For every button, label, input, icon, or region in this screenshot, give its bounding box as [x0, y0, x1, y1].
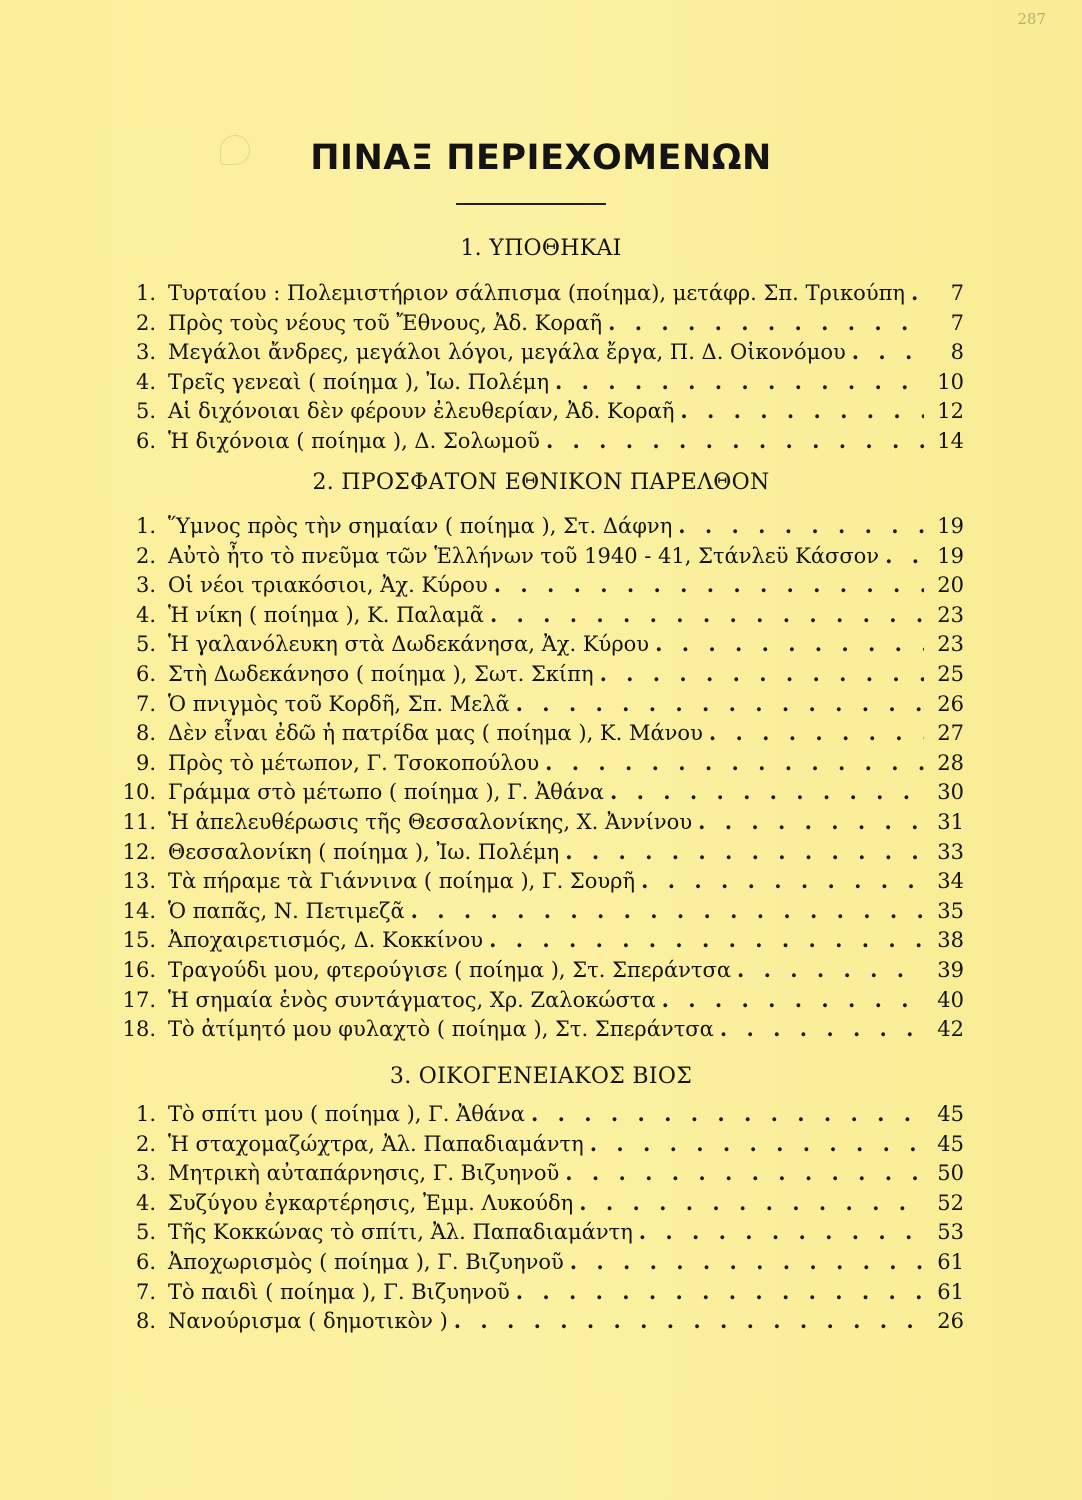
entry-page: 26 [937, 1309, 964, 1334]
dot-leader [565, 839, 924, 864]
entry-number: 10. [122, 780, 156, 805]
entry-number: 6. [135, 662, 156, 686]
title-underline [456, 203, 606, 205]
dot-leader [411, 898, 924, 923]
toc-entry [118, 957, 964, 987]
entry-number: 1. [135, 281, 156, 305]
toc-entry [118, 898, 964, 928]
entry-number: 5. [135, 399, 156, 424]
entry-title: Τὸ παιδὶ ( ποίημα ), Γ. Βιζυηνοῦ [168, 1279, 510, 1304]
entry-page: 30 [937, 780, 964, 805]
dot-leader [516, 691, 924, 716]
entry-title: Ὕμνος πρὸς τὴν σημαίαν ( ποίημα ), Στ. Δάφνη [168, 514, 673, 538]
entry-number: 2. [135, 1131, 156, 1156]
entry-page: 31 [937, 810, 964, 834]
dot-leader [590, 1131, 924, 1156]
toc-entry [118, 691, 964, 721]
dot-leader [655, 631, 924, 656]
entry-page: 28 [937, 750, 964, 775]
toc-entry [118, 280, 964, 310]
toc-entry [118, 1249, 964, 1279]
entry-title: Τρεῖς γενεαὶ ( ποίημα ), Ἰω. Πολέμη [168, 369, 550, 394]
entry-number: 7. [135, 691, 156, 716]
dot-leader [546, 428, 924, 453]
entry-number: 7. [135, 1279, 156, 1304]
toc-entry [118, 661, 964, 691]
dot-leader [494, 572, 924, 597]
dot-leader [570, 1249, 924, 1274]
section-heading: 1. ΥΠΟΘΗΚΑΙ [460, 236, 622, 261]
entry-page: 14 [937, 429, 964, 453]
entry-title: Οἱ νέοι τριακόσιοι, Ἀχ. Κύρου [168, 573, 488, 598]
dot-leader [489, 927, 924, 952]
entry-page: 12 [937, 399, 964, 424]
entry-title: Ἡ γαλανόλευκη στὰ Δωδεκάνησα, Ἀχ. Κύρου [168, 632, 650, 657]
dot-leader [852, 339, 924, 364]
toc-entry [118, 750, 964, 780]
toc-entry [118, 339, 964, 369]
entry-page: 40 [937, 987, 964, 1012]
entry-number: 6. [135, 1250, 156, 1274]
entry-page: 45 [937, 1102, 964, 1126]
section-heading: 3. ΟΙΚΟΓΕΝΕΙΑΚΟΣ ΒΙΟΣ [389, 1064, 693, 1089]
entry-title: Τυρταίου : Πολεμιστήριον σάλπισμα (ποίημα), μετάφρ. Σπ. Τρικούπη [168, 281, 905, 305]
entry-title: Μητρικὴ αὐταπάρνησις, Γ. Βιζυηνοῦ [168, 1161, 560, 1186]
entry-title: Θεσσαλονίκη ( ποίημα ), Ἰω. Πολέμη [168, 839, 560, 864]
entry-page: 25 [937, 662, 964, 686]
dot-leader [555, 369, 924, 394]
page-number: 287 [1017, 10, 1046, 28]
toc-entry [118, 543, 964, 573]
entry-number: 12. [122, 839, 156, 864]
entry-title: Συζύγου ἐγκαρτέρησις, Ἐμμ. Λυκούδη [168, 1190, 574, 1215]
entry-number: 11. [122, 810, 156, 834]
entry-page: 61 [937, 1250, 964, 1274]
entry-page: 27 [937, 721, 964, 746]
dot-leader [531, 1101, 924, 1126]
entry-number: 9. [135, 750, 156, 775]
entry-page: 23 [937, 632, 964, 657]
entry-page: 53 [937, 1220, 964, 1245]
dot-leader [680, 398, 924, 423]
entry-title: Ἡ νίκη ( ποίημα ), Κ. Παλαμᾶ [168, 602, 484, 627]
toc-entry [118, 987, 964, 1017]
entry-title: Τραγούδι μου, φτερούγισε ( ποίημα ), Στ. Σπεράντσα [168, 958, 732, 982]
entry-number: 8. [135, 1309, 156, 1334]
entry-title: Πρὸς τὸ μέτωπον, Γ. Τσοκοπούλου [168, 750, 540, 775]
entry-title: Στὴ Δωδεκάνησο ( ποίημα ), Σωτ. Σκίπη [168, 662, 594, 686]
entry-title: Μεγάλοι ἄνδρες, μεγάλοι λόγοι, μεγάλα ἔργα, Π. Δ. Οἰκονόμου [168, 340, 846, 365]
entry-page: 23 [937, 602, 964, 627]
entry-number: 4. [135, 369, 156, 394]
entry-page: 7 [950, 310, 964, 335]
dot-leader [737, 957, 924, 982]
entry-title: Τῆς Κοκκώνας τὸ σπίτι, Ἀλ. Παπαδιαμάντη [168, 1220, 633, 1245]
entry-number: 14. [122, 898, 156, 923]
toc-entry [118, 310, 964, 340]
entry-number: 1. [135, 1102, 156, 1126]
entry-number: 2. [135, 310, 156, 335]
dot-leader [516, 1279, 924, 1304]
entry-number: 3. [135, 340, 156, 365]
entry-page: 50 [937, 1161, 964, 1186]
entry-page: 7 [950, 281, 964, 305]
entry-number: 3. [135, 1161, 156, 1186]
entry-number: 2. [135, 543, 156, 568]
entry-title: Ἀποχαιρετισμός, Δ. Κοκκίνου [168, 928, 484, 953]
entry-number: 18. [122, 1017, 156, 1042]
entry-page: 42 [937, 1017, 964, 1042]
toc-entry [118, 1101, 964, 1131]
entry-title: Ὁ παπᾶς, Ν. Πετιμεζᾶ [168, 898, 405, 923]
entry-number: 8. [135, 721, 156, 746]
entry-title: Δὲν εἶναι ἐδῶ ἡ πατρίδα μας ( ποίημα ), Κ. Μάνου [168, 721, 703, 746]
dot-leader [641, 868, 924, 893]
toc-entry [118, 513, 964, 543]
entry-title: Ἡ σταχομαζώχτρα, Ἀλ. Παπαδιαμάντη [168, 1131, 584, 1156]
toc-entry [118, 398, 964, 428]
entry-page: 39 [937, 958, 964, 982]
entry-page: 10 [937, 369, 964, 394]
entry-title: Νανούρισμα ( δημοτικὸν ) [168, 1309, 448, 1334]
section-heading: 2. ΠΡΟΣΦΑΤΟΝ ΕΘΝΙΚΟΝ ΠΑΡΕΛΘΟΝ [312, 470, 770, 495]
toc-entry [118, 631, 964, 661]
entry-page: 8 [950, 340, 964, 365]
entry-number: 6. [135, 429, 156, 453]
entry-title: Πρὸς τοὺς νέους τοῦ Ἔθνους, Ἀδ. Κοραῆ [168, 310, 603, 335]
entry-page: 19 [937, 514, 964, 538]
entry-number: 1. [135, 514, 156, 538]
toc-entry [118, 602, 964, 632]
entry-number: 15. [122, 928, 156, 953]
entry-number: 3. [135, 573, 156, 598]
toc-entry [118, 868, 964, 898]
entry-title: Ἡ σημαία ἑνὸς συντάγματος, Χρ. Ζαλοκώστα [168, 987, 656, 1012]
dot-leader [709, 720, 924, 745]
toc-entry [118, 779, 964, 809]
entry-title: Τὸ σπίτι μου ( ποίημα ), Γ. Ἀθάνα [168, 1102, 525, 1126]
page-title: ΠΙΝΑΞ ΠΕΡΙΕΧΟΜΕΝΩΝ [310, 138, 772, 178]
dot-leader [545, 750, 924, 775]
entry-number: 17. [122, 987, 156, 1012]
entry-page: 45 [937, 1131, 964, 1156]
dot-leader [885, 543, 924, 568]
toc-entry [118, 809, 964, 839]
entry-page: 34 [937, 869, 964, 894]
entry-page: 61 [937, 1279, 964, 1304]
entry-page: 38 [937, 928, 964, 953]
dot-leader [600, 661, 924, 686]
entry-page: 26 [937, 691, 964, 716]
entry-title: Ὁ πνιγμὸς τοῦ Κορδῆ, Σπ. Μελᾶ [168, 691, 510, 716]
entry-number: 13. [122, 869, 156, 894]
toc-entry [118, 1131, 964, 1161]
toc-entry [118, 927, 964, 957]
dot-leader [454, 1308, 924, 1333]
toc-entry [118, 1190, 964, 1220]
entry-title: Αὐτὸ ἦτο τὸ πνεῦμα τῶν Ἑλλήνων τοῦ 1940 - 41, Στάνλεϋ Κάσσον [168, 543, 880, 568]
entry-number: 5. [135, 632, 156, 657]
entry-number: 16. [122, 958, 156, 982]
entry-number: 5. [135, 1220, 156, 1245]
dot-leader [720, 1016, 924, 1041]
toc-entry [118, 1016, 964, 1046]
entry-page: 20 [937, 573, 964, 598]
entry-title: Ἡ ἀπελευθέρωσις τῆς Θεσσαλονίκης, Χ. Ἀννίνου [168, 810, 693, 834]
entry-number: 4. [135, 602, 156, 627]
dot-leader [579, 1190, 924, 1215]
dot-leader [698, 809, 924, 834]
toc-entry [118, 1279, 964, 1309]
entry-title: Ἀποχωρισμὸς ( ποίημα ), Γ. Βιζυηνοῦ [168, 1250, 564, 1274]
entry-title: Γράμμα στὸ μέτωπο ( ποίημα ), Γ. Ἀθάνα [168, 780, 604, 805]
entry-page: 52 [937, 1190, 964, 1215]
toc-entry [118, 1160, 964, 1190]
dot-leader [662, 987, 924, 1012]
entry-page: 19 [937, 543, 964, 568]
toc-entry [118, 839, 964, 869]
entry-title: Τὸ ἀτίμητό μου φυλαχτὸ ( ποίημα ), Στ. Σπεράντσα [168, 1017, 714, 1042]
dot-leader [911, 280, 924, 305]
entry-page: 33 [937, 839, 964, 864]
entry-page: 35 [937, 898, 964, 923]
dot-leader [678, 513, 924, 538]
toc-entry [118, 428, 964, 458]
toc-entry [118, 369, 964, 399]
entry-title: Αἱ διχόνοιαι δὲν φέρουν ἐλευθερίαν, Ἀδ. Κοραῆ [168, 399, 675, 424]
dot-leader [608, 310, 924, 335]
toc-entry [118, 1308, 964, 1338]
toc-entry [118, 572, 964, 602]
dot-leader [565, 1160, 924, 1185]
toc-entry [118, 720, 964, 750]
entry-title: Τὰ πήραμε τὰ Γιάννινα ( ποίημα ), Γ. Σουρῆ [168, 869, 636, 894]
toc-entry [118, 1219, 964, 1249]
dot-leader [490, 602, 924, 627]
dot-leader [610, 779, 924, 804]
entry-title: Ἡ διχόνοια ( ποίημα ), Δ. Σολωμοῦ [168, 429, 540, 453]
entry-number: 4. [135, 1190, 156, 1215]
dot-leader [639, 1219, 924, 1244]
